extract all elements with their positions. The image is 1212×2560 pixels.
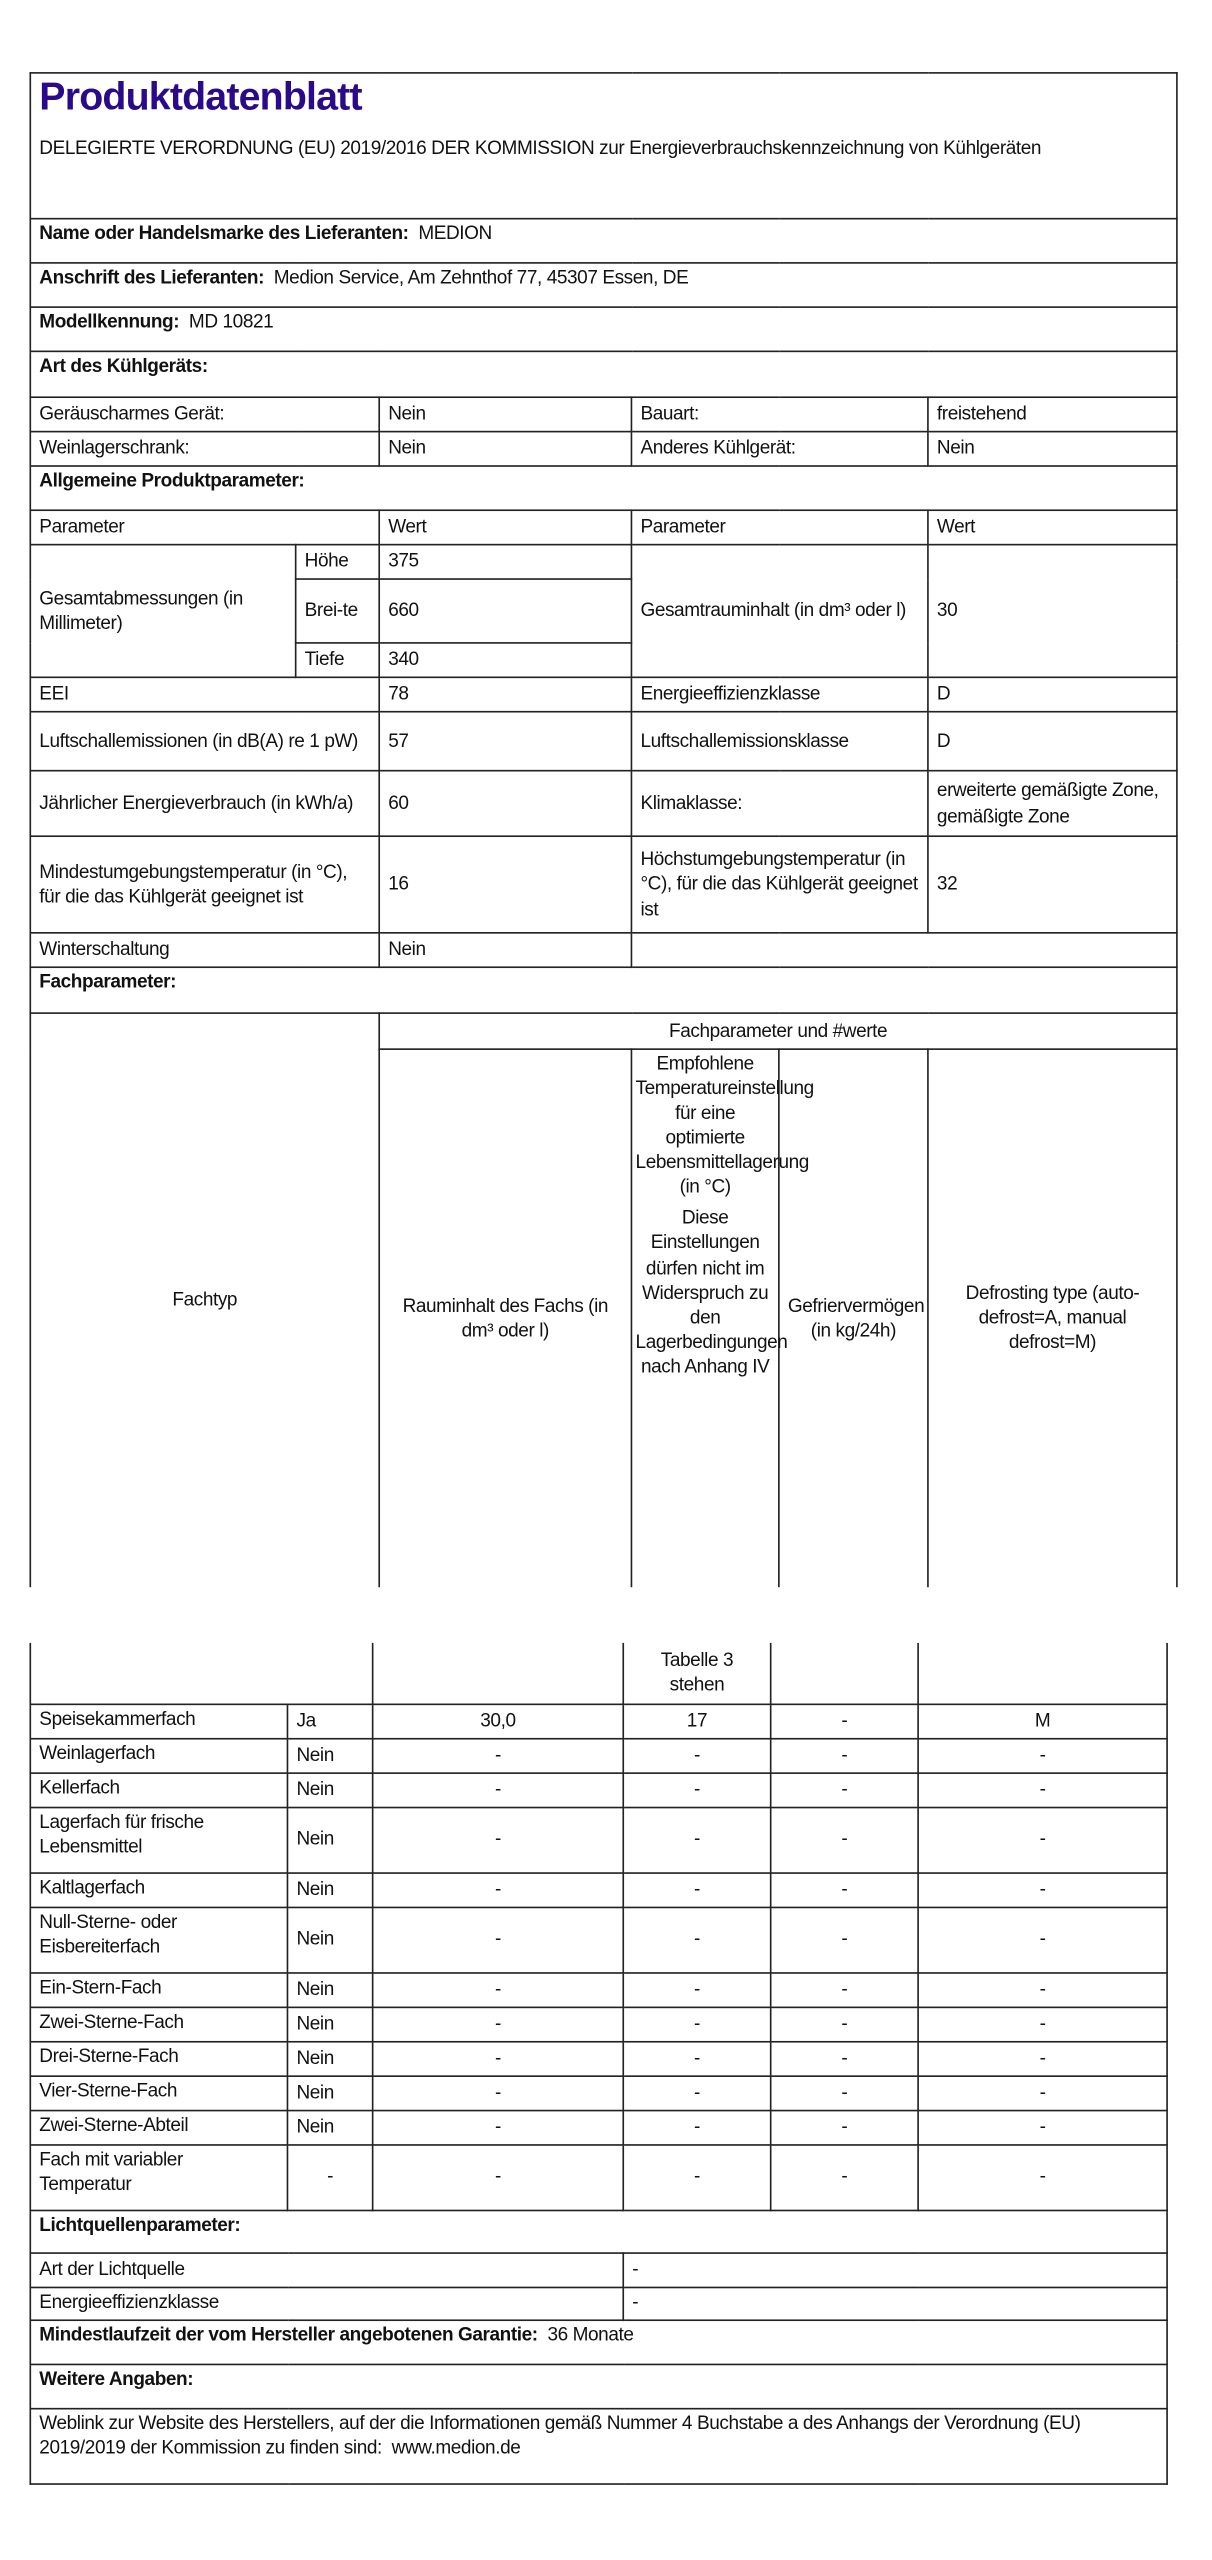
compartment-present: Nein (287, 1872, 372, 1906)
col-temp-note-cont: Tabelle 3 stehen (623, 1643, 770, 1704)
compartment-present: Nein (287, 1972, 372, 2006)
compartment-row (30, 1807, 1167, 1873)
compartment-present: Nein (287, 2041, 372, 2075)
noise-class-label: Luftschallemissionsklasse (631, 712, 927, 771)
noise-class-value: D (928, 712, 1177, 771)
col-parameter: Parameter (30, 510, 379, 544)
warranty-label: Mindestlaufzeit der vom Hersteller angebotenen Garantie: (39, 2323, 538, 2345)
compartment-present: Nein (287, 1738, 372, 1772)
compartment-defrost: - (918, 2075, 1167, 2109)
header-continuation (30, 1643, 372, 1704)
compartment-freeze: - (771, 2007, 918, 2041)
header-continuation (771, 1643, 918, 1704)
col-volume-header: Rauminhalt des Fachs (in dm³ oder l) (379, 1049, 631, 1586)
compartments-heading: Fachparameter: (30, 967, 1177, 1013)
wine-label: Weinlagerschrank: (30, 432, 379, 466)
compartment-row (30, 2144, 1167, 2210)
compartment-volume: - (373, 2007, 624, 2041)
compartment-present: Nein (287, 1907, 372, 1973)
compartment-temp: - (623, 2075, 770, 2109)
depth-value: 340 (379, 643, 631, 677)
compartment-row (30, 1704, 1167, 1738)
weblink-row (30, 2408, 1167, 2483)
title-cell (30, 73, 1177, 219)
compartment-temp: - (623, 1907, 770, 1973)
winter-label: Winterschaltung (30, 933, 379, 967)
max-temp-value: 32 (928, 836, 1177, 933)
compartment-volume: - (373, 1872, 624, 1906)
compartment-name: Null-Sterne- oder Eisbereiterfach (30, 1907, 287, 1973)
low-noise-value: Nein (379, 397, 631, 431)
light-type-value: - (623, 2252, 1167, 2286)
col-freeze-header: Gefriervermögen (in kg/24h) (779, 1049, 928, 1586)
compartment-temp: - (623, 2110, 770, 2144)
col-value-2: Wert (928, 510, 1177, 544)
compartment-temp: - (623, 1772, 770, 1806)
supplier-address-row (30, 263, 1177, 307)
eclass-label: Energieeffizienzklasse (631, 677, 927, 711)
compartment-row (30, 2041, 1167, 2075)
eei-value: 78 (379, 677, 631, 711)
compartment-defrost: - (918, 1807, 1167, 1873)
volume-value: 30 (928, 545, 1177, 678)
other-label: Anderes Kühlgerät: (631, 432, 927, 466)
warranty-row (30, 2319, 1167, 2363)
low-noise-label: Geräuscharmes Gerät: (30, 397, 379, 431)
compartment-name: Vier-Sterne-Fach (30, 2075, 287, 2109)
regulation-subtitle: DELEGIERTE VERORDNUNG (EU) 2019/2016 DER KOMMISSION zur Energieverbrauchskennzeichnung von Kühlgeräten (39, 137, 1042, 159)
compartment-defrost: - (918, 1872, 1167, 1906)
compartment-temp: - (623, 2041, 770, 2075)
type-heading: Art des Kühlgeräts: (30, 351, 1177, 397)
compartment-defrost: - (918, 2007, 1167, 2041)
supplier-address: Medion Service, Am Zehnthof 77, 45307 Essen, DE (273, 266, 689, 289)
weblink-text: Weblink zur Website des Herstellers, auf der die Informationen gemäß Nummer 4 Buchstabe a des Anhangs der Verordnung (EU) 2019/2019 der Kommission zu finden sind: (39, 2411, 1081, 2458)
compartment-freeze: - (771, 1872, 918, 1906)
climate-value: erweiterte gemäßigte Zone, gemäßigte Zone (928, 771, 1177, 837)
compartment-temp: - (623, 2007, 770, 2041)
compartment-name: Lagerfach für frische Lebensmittel (30, 1807, 287, 1873)
header-continuation (373, 1643, 624, 1704)
general-heading: Allgemeine Produktparameter: (30, 466, 1177, 510)
consumption-value: 60 (379, 771, 631, 837)
group-header: Fachparameter und #werte (379, 1013, 1177, 1049)
compartment-temp: - (623, 2144, 770, 2210)
compartment-defrost: - (918, 1772, 1167, 1806)
height-value: 375 (379, 545, 631, 579)
compartment-temp: - (623, 1872, 770, 1906)
col-defrost-header: Defrosting type (auto-defrost=A, manual defrost=M) (928, 1049, 1177, 1586)
header-continuation (918, 1643, 1167, 1704)
compartment-volume: - (373, 2041, 624, 2075)
compartment-freeze: - (771, 1807, 918, 1873)
compartment-name: Zwei-Sterne-Abteil (30, 2110, 287, 2144)
dims-label: Gesamtabmessungen (in Millimeter) (30, 545, 295, 678)
compartment-volume: - (373, 2075, 624, 2109)
compartment-name: Speisekammerfach (30, 1704, 287, 1738)
datasheet-table-part1 (29, 72, 1177, 1586)
compartment-name: Fach mit variabler Temperatur (30, 2144, 287, 2210)
compartment-freeze: - (771, 2110, 918, 2144)
compartment-defrost: - (918, 1738, 1167, 1772)
empty-cell (631, 933, 1177, 967)
compartment-temp: 17 (623, 1704, 770, 1738)
compartment-volume: - (373, 2110, 624, 2144)
compartment-freeze: - (771, 1772, 918, 1806)
wine-value: Nein (379, 432, 631, 466)
compartment-row (30, 2110, 1167, 2144)
weblink[interactable]: www.medion.de (391, 2436, 521, 2458)
model-row (30, 307, 1177, 351)
col-temp-header (631, 1049, 814, 1586)
compartment-name: Kellerfach (30, 1772, 287, 1806)
col-temp-text: Empfohlene Temperatureinstellung für eine optimierte Lebensmittellagerung (in °C) (635, 1053, 814, 1198)
compartment-name: Kaltlagerfach (30, 1872, 287, 1906)
compartment-name: Weinlagerfach (30, 1738, 287, 1772)
compartment-freeze: - (771, 2075, 918, 2109)
max-temp-label: Höchstumgebungstemperatur (in °C), für die das Kühlgerät geeignet ist (631, 836, 927, 933)
more-heading: Weitere Angaben: (30, 2364, 1167, 2408)
compartment-present: Ja (287, 1704, 372, 1738)
compartment-freeze: - (771, 1704, 918, 1738)
compartment-row (30, 1907, 1167, 1973)
compartment-defrost: - (918, 1907, 1167, 1973)
other-value: Nein (928, 432, 1177, 466)
compartment-volume: - (373, 1738, 624, 1772)
col-temp-note: Diese Einstellungen dürfen nicht im Widerspruch zu den Lagerbedingungen nach Anhang IV (635, 1207, 788, 1378)
width-label: Brei-te (296, 579, 380, 643)
compartment-volume: - (373, 1772, 624, 1806)
compartment-name: Drei-Sterne-Fach (30, 2041, 287, 2075)
compartment-name: Zwei-Sterne-Fach (30, 2007, 287, 2041)
compartment-present: Nein (287, 1772, 372, 1806)
supplier-address-label: Anschrift des Lieferanten: (39, 266, 264, 289)
compartment-volume: - (373, 1907, 624, 1973)
min-temp-label: Mindestumgebungstemperatur (in °C), für die das Kühlgerät geeignet ist (30, 836, 379, 933)
eclass-value: D (928, 677, 1177, 711)
compartment-freeze: - (771, 2041, 918, 2075)
compartment-present: Nein (287, 2110, 372, 2144)
light-heading: Lichtquellenparameter: (30, 2210, 1167, 2253)
width-value: 660 (379, 579, 631, 643)
compartment-row (30, 2075, 1167, 2109)
min-temp-value: 16 (379, 836, 631, 933)
compartment-name: Ein-Stern-Fach (30, 1972, 287, 2006)
compartment-row (30, 2007, 1167, 2041)
fachtyp-header: Fachtyp (30, 1013, 379, 1586)
supplier-name: MEDION (418, 222, 492, 245)
consumption-label: Jährlicher Energieverbrauch (in kWh/a) (30, 771, 379, 837)
compartment-freeze: - (771, 1972, 918, 2006)
compartment-present: - (287, 2144, 372, 2210)
compartment-freeze: - (771, 1738, 918, 1772)
model-label: Modellkennung: (39, 311, 180, 333)
design-label: Bauart: (631, 397, 927, 431)
compartment-temp: - (623, 1738, 770, 1772)
supplier-name-label: Name oder Handelsmarke des Lieferanten: (39, 222, 409, 245)
model-id: MD 10821 (188, 311, 274, 333)
supplier-name-row (30, 219, 1177, 263)
height-label: Höhe (296, 545, 380, 579)
compartment-temp: - (623, 1972, 770, 2006)
compartment-present: Nein (287, 2007, 372, 2041)
compartment-defrost: - (918, 1972, 1167, 2006)
compartment-volume: 30,0 (373, 1704, 624, 1738)
volume-label: Gesamtrauminhalt (in dm³ oder l) (631, 545, 927, 678)
design-value: freistehend (928, 397, 1177, 431)
datasheet-table-part2 (29, 1643, 1167, 2484)
compartment-row (30, 1972, 1167, 2006)
compartment-temp: - (623, 1807, 770, 1873)
compartment-row (30, 1772, 1167, 1806)
compartment-volume: - (373, 2144, 624, 2210)
compartment-volume: - (373, 1972, 624, 2006)
eei-label: EEI (30, 677, 379, 711)
compartment-volume: - (373, 1807, 624, 1873)
warranty-value: 36 Monate (547, 2323, 634, 2345)
depth-label: Tiefe (296, 643, 380, 677)
compartment-defrost: - (918, 2110, 1167, 2144)
compartment-defrost: - (918, 2144, 1167, 2210)
noise-label: Luftschallemissionen (in dB(A) re 1 pW) (30, 712, 379, 771)
compartment-row (30, 1738, 1167, 1772)
noise-value: 57 (379, 712, 631, 771)
compartment-row (30, 1872, 1167, 1906)
light-class-value: - (623, 2287, 1167, 2320)
compartment-freeze: - (771, 1907, 918, 1973)
light-type-label: Art der Lichtquelle (30, 2252, 623, 2286)
col-value: Wert (379, 510, 631, 544)
compartment-defrost: M (918, 1704, 1167, 1738)
light-class-label: Energieeffizienzklasse (30, 2287, 623, 2320)
col-parameter-2: Parameter (631, 510, 927, 544)
compartment-present: Nein (287, 1807, 372, 1873)
winter-value: Nein (379, 933, 631, 967)
compartment-freeze: - (771, 2144, 918, 2210)
compartment-defrost: - (918, 2041, 1167, 2075)
climate-label: Klimaklasse: (631, 771, 927, 837)
page-title: Produktdatenblatt (39, 75, 362, 120)
compartment-present: Nein (287, 2075, 372, 2109)
